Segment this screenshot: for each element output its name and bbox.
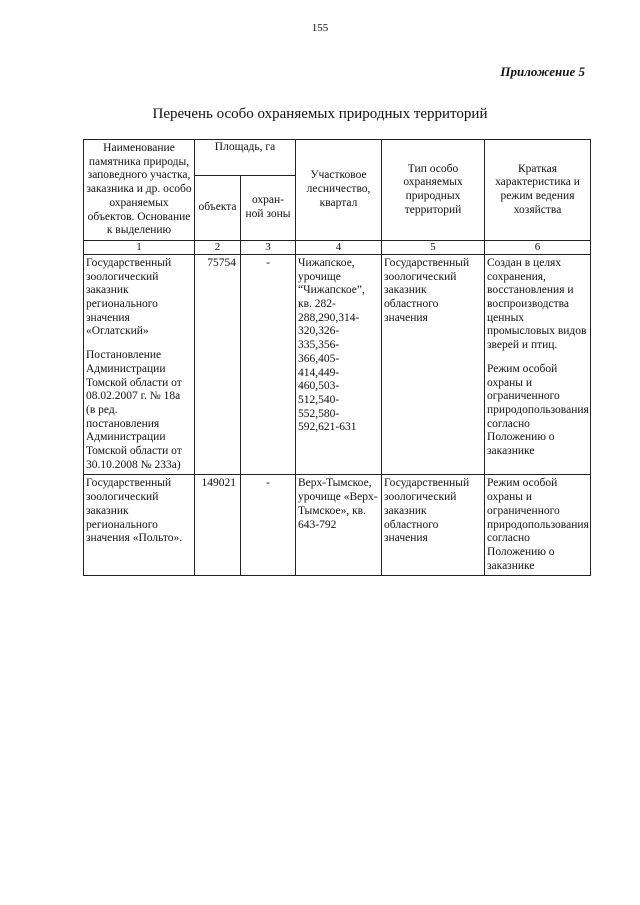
- column-number: 6: [485, 240, 591, 254]
- row-type: Государственный зоологический заказник областного значения: [382, 475, 485, 576]
- table-row: [84, 475, 591, 576]
- row-description-cell: [485, 254, 591, 475]
- appendix-label: Приложение 5: [500, 64, 585, 79]
- row-description-cell: [485, 475, 591, 576]
- page-title: Перечень особо охраняемых природных территорий: [152, 106, 488, 122]
- column-number: 3: [241, 240, 296, 254]
- row-description-regime: Режим особой охраны и ограниченного природопользования согласно Положению о заказнике: [487, 477, 589, 572]
- column-number: 2: [195, 240, 241, 254]
- row-type: Государственный зоологический заказник областного значения: [382, 254, 485, 475]
- table-row: [84, 254, 591, 475]
- page-number: 155: [311, 22, 329, 34]
- row-forestry: Верх-Тымское, урочище «Верх-Тымское», кв. 643-792: [296, 475, 382, 576]
- header-forestry: Участковое лесничество, квартал: [296, 140, 382, 241]
- row-name: Государственный зоологический заказник регионального значения «Польто».: [86, 477, 183, 545]
- header-area-group: Площадь, га: [195, 140, 296, 176]
- row-forestry: Чижапское, урочище “Чижапское”, кв. 282-288,290,314-320,326-335,356-366,405-414,449-460,503-512,540-552,580-592,621-631: [296, 254, 382, 475]
- protected-areas-table: [83, 139, 591, 576]
- header-area-object: объекта: [195, 175, 241, 240]
- row-description-purpose: Создан в целях сохранения, восстановления и воспроизводства ценных промысловых видов зверей и птиц.: [487, 256, 587, 352]
- row-area-object: 149021: [195, 475, 241, 576]
- header-row-top: [84, 140, 591, 176]
- header-area-buffer: охран-ной зоны: [241, 175, 296, 240]
- column-number: 5: [382, 240, 485, 254]
- column-number: 1: [84, 240, 195, 254]
- row-name-cell: [84, 254, 195, 475]
- row-name: Государственный зоологический заказник регионального значения «Оглатский»: [86, 256, 172, 338]
- row-name-cell: [84, 475, 195, 576]
- row-description-regime: Режим особой охраны и ограниченного природопользования согласно Положению о заказнике: [487, 362, 589, 458]
- header-type: Тип особо охраняемых природных территорий: [382, 140, 485, 241]
- header-name: Наименование памятника природы, заповедного участка, заказника и др. особо охраняемых объектов. Основание к выделению: [84, 140, 195, 241]
- row-basis: Постановление Администрации Томской области от 08.02.2007 г. № 18а (в ред. постановления Администрации Томской области от 30.10.2008 № 233а): [86, 349, 182, 471]
- row-area-buffer: -: [241, 254, 296, 475]
- row-area-object: 75754: [195, 254, 241, 475]
- column-numbers-row: [84, 240, 591, 254]
- column-number: 4: [296, 240, 382, 254]
- header-description: Краткая характеристика и режим ведения хозяйства: [485, 140, 591, 241]
- row-area-buffer: -: [241, 475, 296, 576]
